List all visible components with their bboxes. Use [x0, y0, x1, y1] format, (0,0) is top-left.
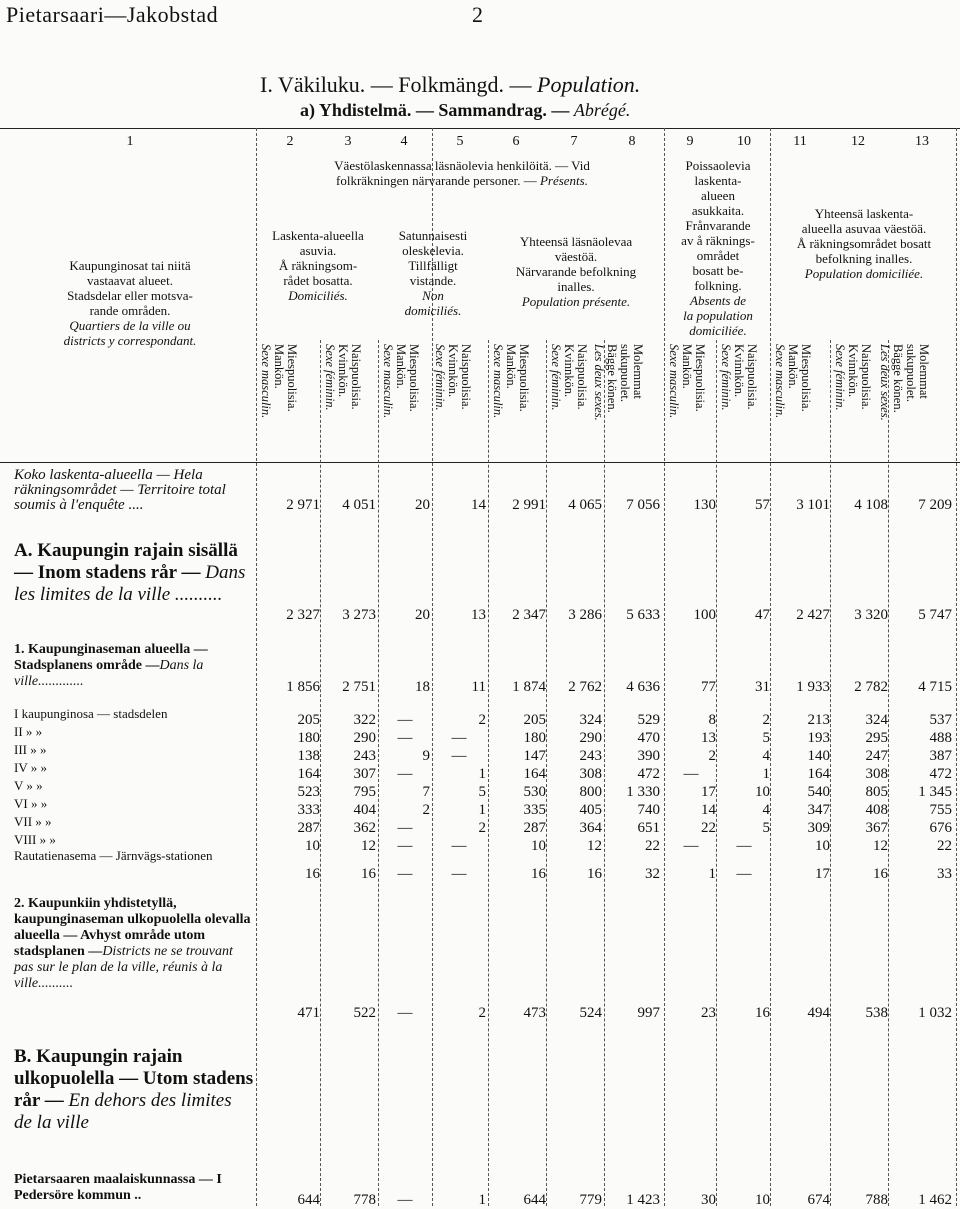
column-number: 6 [512, 134, 520, 149]
table-cell: 1 874 [512, 679, 546, 695]
table-cell: 1 [708, 866, 716, 882]
table-cell: 405 [579, 802, 602, 818]
table-cell: 16 [873, 866, 888, 882]
table-cell: 10 [815, 838, 830, 854]
column-number: 10 [737, 134, 751, 149]
table-cell: 470 [637, 730, 660, 746]
table-cell: — [451, 730, 467, 746]
subheader-female [549, 344, 589, 454]
subheader-label-fr: Sexe masculin. [259, 344, 273, 419]
table-cell: — [397, 1192, 413, 1208]
table-cell: 140 [807, 748, 830, 764]
subheader-label: Naispuolisia. Kvinnkön. [846, 344, 873, 410]
table-cell: 2 [478, 712, 486, 728]
subheader-female [833, 344, 873, 454]
table-cell: 472 [929, 766, 952, 782]
table-cell: 740 [637, 802, 660, 818]
subheader-label-fr: Sexe féminin. [433, 344, 447, 411]
table-cell: — [397, 712, 413, 728]
table-cell: 472 [637, 766, 660, 782]
table-cell: 12 [587, 838, 602, 854]
column-number: 12 [851, 134, 865, 149]
column-divider [378, 340, 379, 1206]
table-cell: — [397, 766, 413, 782]
column-divider [256, 128, 257, 1206]
table-cell: 494 [807, 1005, 830, 1021]
column-number: 1 [126, 134, 134, 149]
table-cell: 364 [579, 820, 602, 836]
table-cell: 4 636 [626, 679, 660, 695]
table-cell: — [451, 838, 467, 854]
table-cell: 13 [701, 730, 716, 746]
row-label [14, 848, 254, 863]
table-cell: 30 [701, 1192, 716, 1208]
domiciled-header: Laskenta-alueella asuvia. Å räkningsom- rådet bosatta. Domiciliés. [272, 228, 364, 303]
column-divider [488, 340, 489, 1206]
row-label-text: I kaupunginosa — stadsdelen [14, 706, 168, 721]
table-cell: 1 423 [626, 1192, 660, 1208]
subheader-male [667, 344, 707, 454]
table-cell: — [397, 838, 413, 854]
table-cell: 4 108 [854, 497, 888, 513]
table-cell: 488 [929, 730, 952, 746]
table-title: I. Väkiluku. — Folkmängd. — Population. [260, 72, 641, 97]
subheader-label: Miespuolisia. Mankön. [786, 344, 813, 412]
table-cell: 17 [815, 866, 830, 882]
table-cell: 524 [579, 1005, 602, 1021]
table-cell: 5 633 [626, 607, 660, 623]
table-cell: 1 [762, 766, 770, 782]
table-cell: 20 [415, 607, 430, 623]
table-cell: 367 [865, 820, 888, 836]
temporary-header: Satunnaisesti oleskelevia. Tillfälligt vistande. Non domiciliés. [398, 228, 468, 318]
table-cell: 1 [478, 766, 486, 782]
table-cell: — [397, 730, 413, 746]
table-cell: 540 [807, 784, 830, 800]
subheader-label-fr: Sexe féminin. [549, 344, 563, 411]
row-label-text: V » » [14, 778, 43, 793]
subheader-female [433, 344, 473, 454]
table-cell: 997 [637, 1005, 660, 1021]
row-label [14, 540, 254, 606]
row-label [14, 832, 254, 847]
table-cell: 309 [807, 820, 830, 836]
table-cell: 164 [523, 766, 546, 782]
table-cell: 322 [353, 712, 376, 728]
subheader-label-fr: Sexe masculin. [667, 344, 681, 419]
table-cell: 22 [645, 838, 660, 854]
table-cell: 3 286 [568, 607, 602, 623]
column-divider [956, 128, 957, 1206]
table-cell: 644 [523, 1192, 546, 1208]
table-cell: 1 856 [286, 679, 320, 695]
table-cell: 537 [929, 712, 952, 728]
row-label-text: A. Kaupungin rajain sisällä — Inom stadens rår — [14, 540, 238, 583]
row-label [14, 742, 254, 757]
table-cell: 287 [297, 820, 320, 836]
table-cell: 22 [937, 838, 952, 854]
table-cell: 1 462 [918, 1192, 952, 1208]
table-cell: 12 [873, 838, 888, 854]
table-cell: 2 327 [286, 607, 320, 623]
row-label-fr: Koko laskenta-alueella — Hela räkningsområdet — Territoire total soumis à l'enquête .... [14, 467, 226, 513]
table-cell: 2 347 [512, 607, 546, 623]
table-cell: — [683, 766, 699, 782]
table-cell: 335 [523, 802, 546, 818]
table-cell: 530 [523, 784, 546, 800]
table-cell: 2 762 [568, 679, 602, 695]
table-cell: 2 [478, 1005, 486, 1021]
row-label-fr: En dehors des limites de la ville [14, 1090, 232, 1133]
row-label [14, 468, 254, 513]
column-divider [830, 340, 831, 1206]
table-cell: 538 [865, 1005, 888, 1021]
column-number: 7 [570, 134, 578, 149]
table-cell: 523 [297, 784, 320, 800]
table-cell: 205 [297, 712, 320, 728]
absent-header: Poissaolevia laskenta- alueen asukkaita. Frånvarande av å räknings- området bosatt be- folkning. Absents de la population domiciliée. [681, 158, 755, 338]
table-cell: — [397, 1005, 413, 1021]
subheader-female [719, 344, 759, 454]
row-label-text: Rautatienasema — Järnvägs-stationen [14, 848, 213, 863]
table-cell: 674 [807, 1192, 830, 1208]
table-cell: 14 [471, 497, 486, 513]
table-cell: 16 [361, 866, 376, 882]
table-cell: 287 [523, 820, 546, 836]
table-cell: — [451, 748, 467, 764]
table-cell: 4 715 [918, 679, 952, 695]
table-cell: 7 209 [918, 497, 952, 513]
table-cell: 8 [708, 712, 716, 728]
table-cell: 522 [353, 1005, 376, 1021]
row-label-fr: Dans la ville............. [14, 658, 204, 689]
subheader-male [773, 344, 813, 454]
table-cell: 14 [701, 802, 716, 818]
subheader-label-fr: Sexe féminin. [719, 344, 733, 411]
table-cell: 390 [637, 748, 660, 764]
table-cell: 32 [645, 866, 660, 882]
table-cell: 243 [353, 748, 376, 764]
table-cell: 4 [762, 802, 770, 818]
page-number: 2 [472, 2, 483, 27]
table-cell: 5 [762, 730, 770, 746]
table-cell: 805 [865, 784, 888, 800]
row-label-fr: Districts ne se trouvant pas sur le plan de la ville, réunis à la ville.......... [14, 944, 233, 991]
table-cell: 205 [523, 712, 546, 728]
table-cell: 2 [422, 802, 430, 818]
subheader-label-fr: Les deux sexes. [878, 344, 892, 421]
table-cell: 1 032 [918, 1005, 952, 1021]
table-cell: 333 [297, 802, 320, 818]
table-cell: 755 [929, 802, 952, 818]
table-cell: 100 [693, 607, 716, 623]
subheader-male [491, 344, 531, 454]
table-cell: 408 [865, 802, 888, 818]
row-label [14, 1172, 254, 1204]
column-number: 13 [915, 134, 929, 149]
row-label-text: III » » [14, 742, 47, 757]
table-cell: 164 [807, 766, 830, 782]
table-cell: 1 [478, 1192, 486, 1208]
table-cell: 18 [415, 679, 430, 695]
column-number: 9 [686, 134, 694, 149]
row-label [14, 796, 254, 811]
column-divider [716, 340, 717, 1206]
row-label-text: VIII » » [14, 832, 56, 847]
header-bottom-rule [0, 462, 960, 463]
table-cell: 2 991 [512, 497, 546, 513]
table-cell: 16 [587, 866, 602, 882]
table-cell: — [683, 838, 699, 854]
subheader-label: Molemmat sukupuolet. Bägge könen. [891, 344, 931, 413]
table-cell: 180 [523, 730, 546, 746]
table-cell: 347 [807, 802, 830, 818]
table-cell: 2 [478, 820, 486, 836]
row-label [14, 724, 254, 739]
table-cell: 295 [865, 730, 888, 746]
table-cell: — [736, 838, 752, 854]
table-cell: 16 [755, 1005, 770, 1021]
table-cell: 13 [471, 607, 486, 623]
table-cell: 779 [579, 1192, 602, 1208]
subheader-label: Naispuolisia. Kvinnkön. [336, 344, 363, 410]
table-cell: 1 330 [626, 784, 660, 800]
table-cell: 387 [929, 748, 952, 764]
table-cell: 17 [701, 784, 716, 800]
table-cell: 795 [353, 784, 376, 800]
table-cell: 2 427 [796, 607, 830, 623]
table-cell: 10 [755, 784, 770, 800]
table-cell: 324 [579, 712, 602, 728]
subheader-label: Miespuolisia. Mankön. [504, 344, 531, 412]
subheader-male [381, 344, 421, 454]
table-cell: 22 [701, 820, 716, 836]
row-label [14, 896, 254, 992]
row-label-text: VI » » [14, 796, 48, 811]
subheader-female [323, 344, 363, 454]
column-divider [664, 128, 665, 1206]
top-rule [0, 128, 960, 129]
table-cell: 308 [579, 766, 602, 782]
table-cell: 362 [353, 820, 376, 836]
subheader-label: Miespuolisia. Mankön. [272, 344, 299, 412]
subheader-label: Miespuolisia. Mankön. [680, 344, 707, 412]
table-cell: 3 320 [854, 607, 888, 623]
table-cell: 2 782 [854, 679, 888, 695]
column-divider [546, 340, 547, 1206]
column-number: 3 [344, 134, 352, 149]
row-label [14, 814, 254, 829]
table-cell: 33 [937, 866, 952, 882]
table-cell: 4 065 [568, 497, 602, 513]
subheader-male [259, 344, 299, 454]
table-cell: 7 056 [626, 497, 660, 513]
table-cell: — [397, 866, 413, 882]
table-cell: 2 751 [342, 679, 376, 695]
table-cell: 1 933 [796, 679, 830, 695]
column-number: 2 [286, 134, 294, 149]
subheader-label: Naispuolisia. Kvinnkön. [562, 344, 589, 410]
column-number: 11 [793, 134, 807, 149]
table-cell: 800 [579, 784, 602, 800]
table-cell: — [736, 866, 752, 882]
subheader-label-fr: Sexe féminin. [323, 344, 337, 411]
table-cell: 3 101 [796, 497, 830, 513]
table-cell: 130 [693, 497, 716, 513]
table-cell: 4 [762, 748, 770, 764]
table-cell: 2 971 [286, 497, 320, 513]
table-cell: 473 [523, 1005, 546, 1021]
table-cell: 4 051 [342, 497, 376, 513]
table-cell: 31 [755, 679, 770, 695]
table-cell: 404 [353, 802, 376, 818]
running-header: Pietarsaari—Jakobstad [6, 2, 219, 27]
table-cell: 676 [929, 820, 952, 836]
subheader-label-fr: Sexe masculin. [381, 344, 395, 419]
row-label [14, 642, 254, 690]
column-divider [888, 340, 889, 1206]
table-cell: 471 [297, 1005, 320, 1021]
present-header: Väestölaskennassa läsnäolevia henkilöitä. — Vid folkräkningen närvarande personer. — Présents. [334, 158, 590, 188]
table-cell: 16 [531, 866, 546, 882]
table-cell: 307 [353, 766, 376, 782]
table-cell: 5 [762, 820, 770, 836]
row-label-text: VII » » [14, 814, 52, 829]
subheader-both [878, 344, 931, 454]
subheader-label-fr: Les deux sexes. [592, 344, 606, 421]
table-subtitle: a) Yhdistelmä. — Sammandrag. — Abrégé. [300, 100, 631, 120]
table-cell: 247 [865, 748, 888, 764]
table-cell: 23 [701, 1005, 716, 1021]
row-label-fr: Dans les limites de la ville .......... [14, 562, 246, 605]
row-label-text: IV » » [14, 760, 47, 775]
column-number: 4 [400, 134, 408, 149]
table-cell: 138 [297, 748, 320, 764]
row-label [14, 778, 254, 793]
table-cell: 193 [807, 730, 830, 746]
table-cell: 213 [807, 712, 830, 728]
table-cell: 290 [579, 730, 602, 746]
row-label-text: II » » [14, 724, 43, 739]
table-cell: 164 [297, 766, 320, 782]
table-cell: 10 [531, 838, 546, 854]
table-cell: 47 [755, 607, 770, 623]
subheader-label: Miespuolisia. Mankön. [394, 344, 421, 412]
total-domiciled-header: Yhteensä laskenta- alueella asuvaa väestöä. Å räkningsområdet bosatt befolkning inalles. Population domiciliée. [796, 206, 932, 281]
stub-header: Kaupunginosat tai niitä vastaavat alueet. Stadsdelar eller motsva- rande områden. Quartiers de la ville ou districts y correspondant. [63, 258, 197, 348]
table-cell: 1 345 [918, 784, 952, 800]
table-cell: 651 [637, 820, 660, 836]
row-label-text: 1. Kaupunginaseman alueella — Stadsplanens område — [14, 642, 208, 673]
table-cell: 644 [297, 1192, 320, 1208]
table-cell: 5 [478, 784, 486, 800]
table-cell: 20 [415, 497, 430, 513]
table-cell: 9 [422, 748, 430, 764]
table-cell: 308 [865, 766, 888, 782]
table-cell: 778 [353, 1192, 376, 1208]
total-present-header: Yhteensä läsnäolevaa väestöä. Närvarande befolkning inalles. Population présente. [515, 234, 637, 309]
table-cell: 16 [305, 866, 320, 882]
subheader-label: Naispuolisia. Kvinnkön. [446, 344, 473, 410]
column-number: 8 [628, 134, 636, 149]
column-divider [770, 128, 771, 1206]
table-cell: 77 [701, 679, 716, 695]
table-cell: 7 [422, 784, 430, 800]
table-cell: 1 [478, 802, 486, 818]
row-label-text: Pietarsaaren maalaiskunnassa — I Pedersöre kommun .. [14, 1172, 222, 1203]
table-cell: 180 [297, 730, 320, 746]
table-cell: 57 [755, 497, 770, 513]
table-cell: 529 [637, 712, 660, 728]
subheader-label-fr: Sexe masculin. [773, 344, 787, 419]
table-cell: 2 [708, 748, 716, 764]
table-cell: 290 [353, 730, 376, 746]
table-cell: 11 [471, 679, 486, 695]
table-cell: 3 273 [342, 607, 376, 623]
table-cell: 5 747 [918, 607, 952, 623]
table-cell: 10 [305, 838, 320, 854]
row-label-text: B. Kaupungin rajain ulkopuolella — Utom stadens rår — [14, 1046, 254, 1111]
row-label [14, 1046, 254, 1134]
table-cell: — [397, 820, 413, 836]
row-label-text: 2. Kaupunkiin yhdistetyllä, kaupunginaseman ulkopuolella olevalla alueella — Avhyst område utom stadsplanen — [14, 896, 251, 959]
table-cell: — [451, 866, 467, 882]
table-cell: 788 [865, 1192, 888, 1208]
column-number: 5 [456, 134, 464, 149]
table-cell: 10 [755, 1192, 770, 1208]
row-label [14, 706, 254, 721]
subheader-label: Molemmat sukupuolet. Bägge könen. [605, 344, 645, 413]
subheader-label-fr: Sexe féminin. [833, 344, 847, 411]
subheader-both [592, 344, 645, 454]
subheader-label-fr: Sexe masculin. [491, 344, 505, 419]
table-cell: 147 [523, 748, 546, 764]
table-cell: 2 [762, 712, 770, 728]
subheader-label: Naispuolisia. Kvinnkön. [732, 344, 759, 410]
column-divider [320, 340, 321, 1206]
row-label [14, 760, 254, 775]
table-cell: 243 [579, 748, 602, 764]
table-cell: 324 [865, 712, 888, 728]
table-cell: 12 [361, 838, 376, 854]
